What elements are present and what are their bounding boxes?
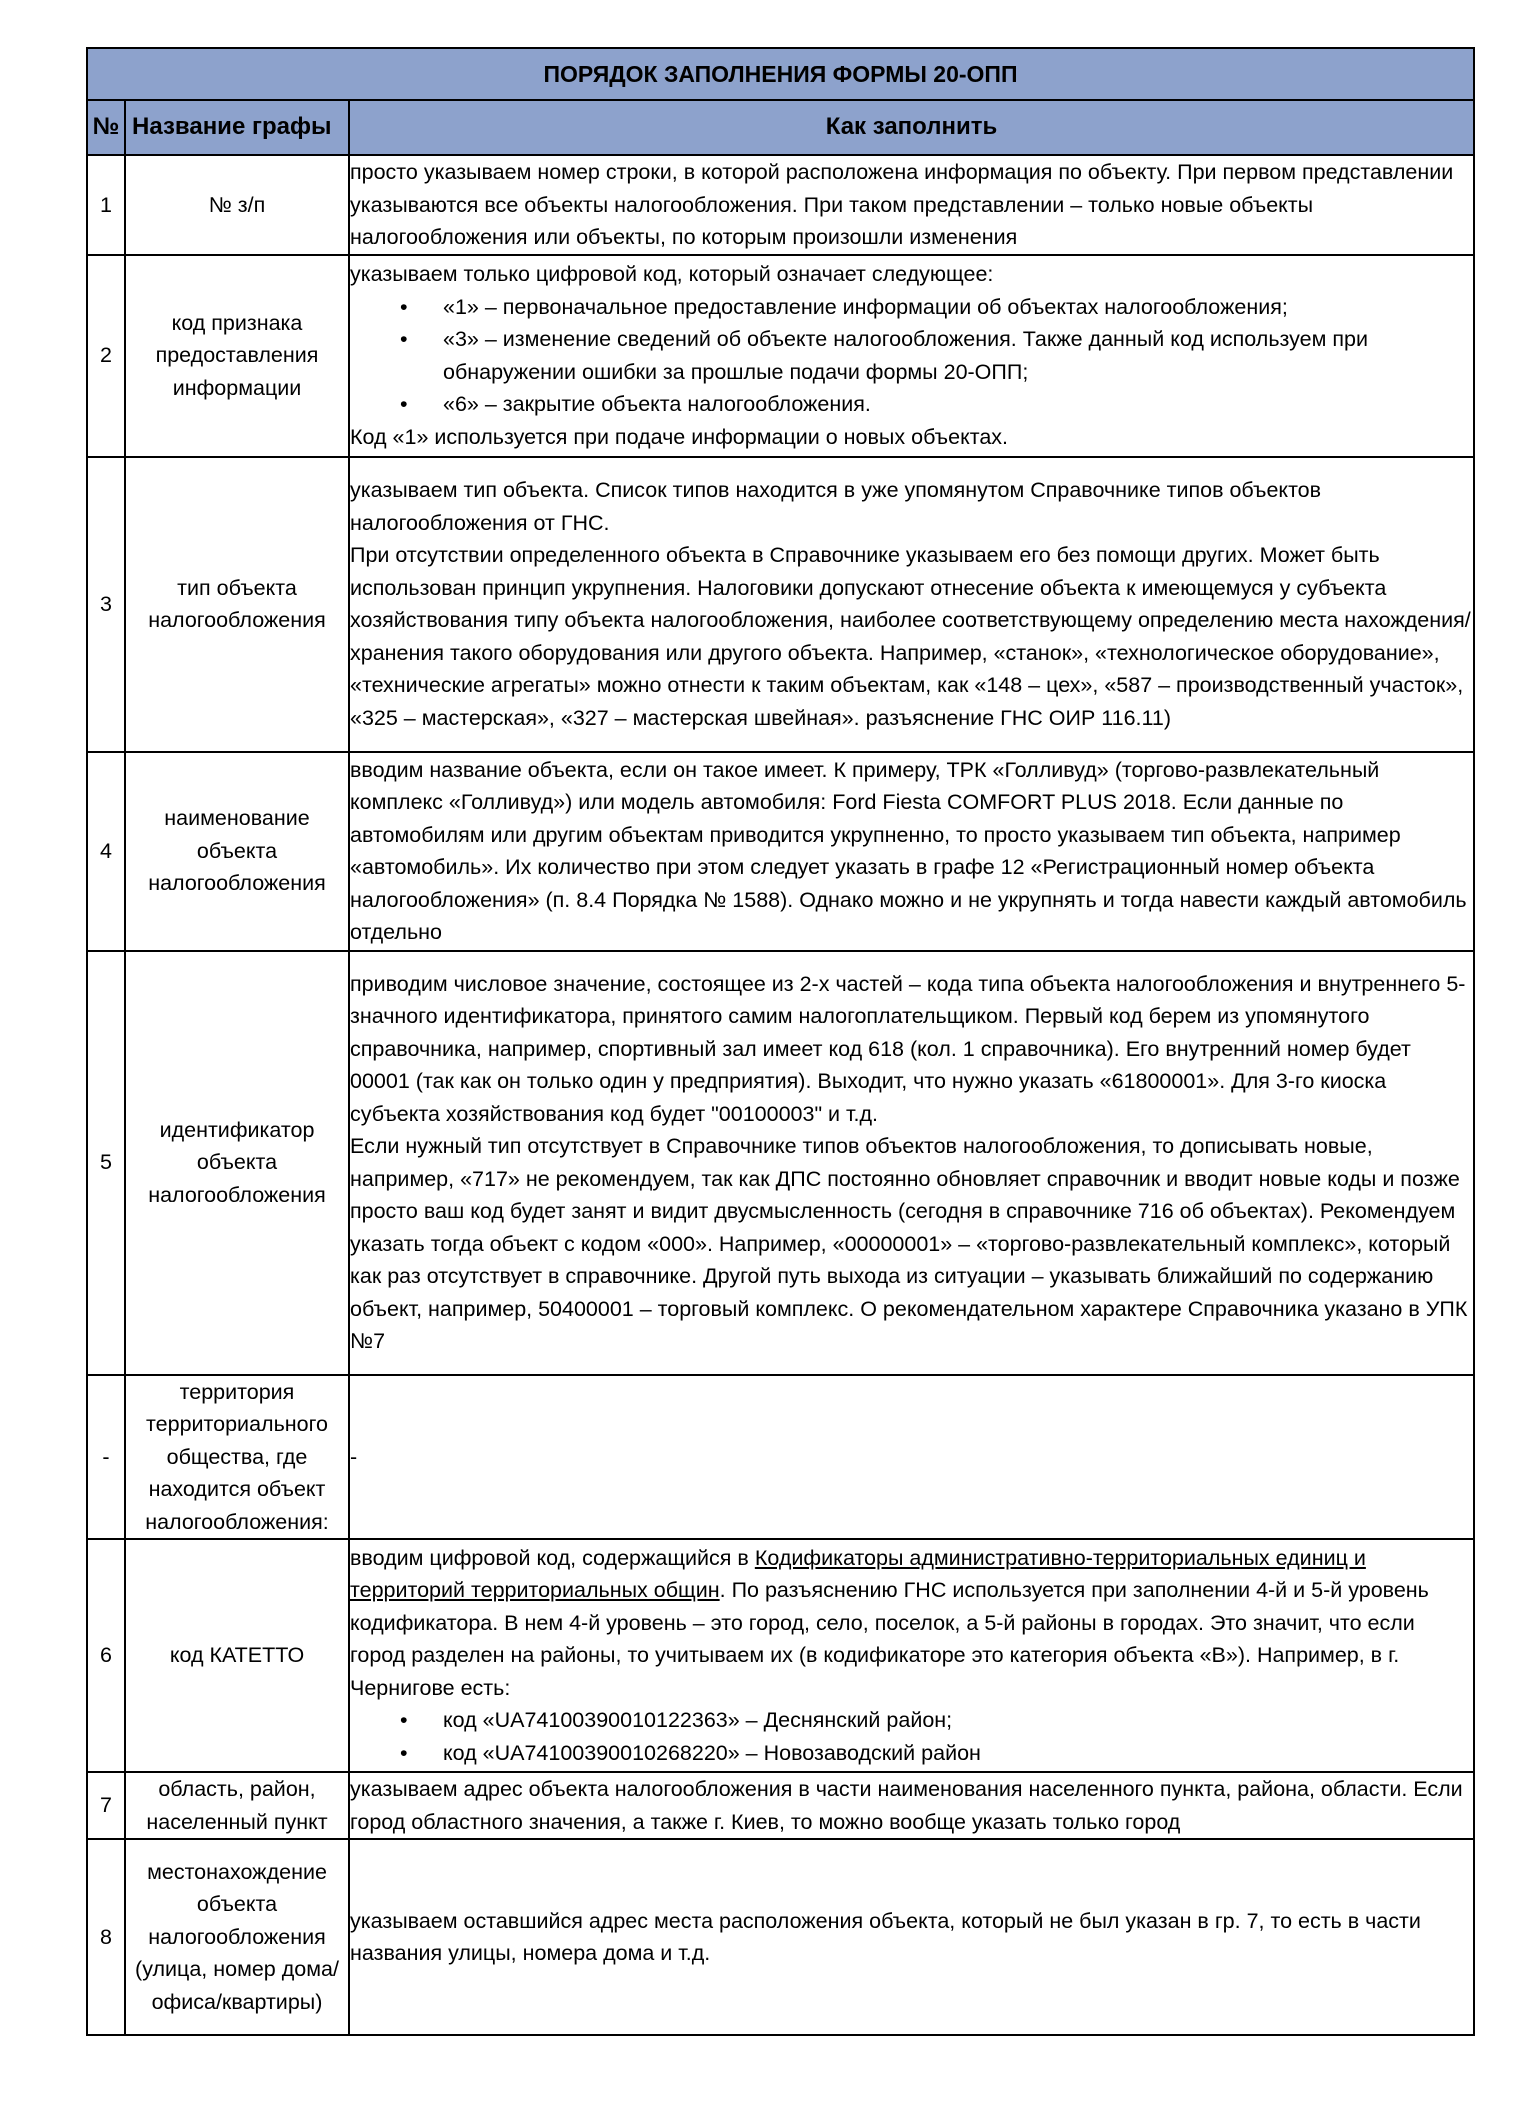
instructions-intro: указываем только цифровой код, который означает следующее:: [350, 262, 994, 286]
field-name: территория территориального общества, где находится объект налогообложения:: [125, 1375, 349, 1540]
row-number: 3: [87, 457, 125, 752]
field-instructions: [349, 1539, 1474, 1772]
bullet-icon: •: [400, 1708, 408, 1733]
codifier-link[interactable]: Кодификаторы административно-территориальных единиц и территорий территориальных общин: [350, 1545, 1366, 1603]
header-row: [87, 100, 1474, 155]
row-number: 2: [87, 255, 125, 457]
paragraph: При отсутствии определенного объекта в Справочнике указываем его без помощи других. Может быть использован принцип укрупнения. Налоговики допускают отнесение объекта к имеющемуся у субъекта хозяйствования типу объекта налогообложения, наиболее соответствующему определению места нахождения/хранения такого оборудования или другого объекта. Например, «станок», «технологическое оборудование», «технические агрегаты» можно отнести к таким объектам, как «148 – цех», «587 – производственный участок», «325 – мастерская», «327 – мастерская швейная». разъяснение ГНС ОИР 116.11): [350, 543, 1471, 730]
row-number: 5: [87, 951, 125, 1375]
code-list: [350, 291, 1473, 421]
table-row: [87, 1375, 1474, 1540]
bullet-icon: •: [400, 392, 408, 416]
header-field-name: Название графы: [125, 100, 349, 155]
row-number: 4: [87, 752, 125, 951]
paragraph: вводим цифровой код, содержащийся в Кодификаторы административно-территориальных единиц и территорий территориальных общин. По разъяснению ГНС используется при заполнении 4-й и 5-й уровень кодификатора. В нем 4-й уровень – это город, село, поселок, а 5-й районы в городах. Это значит, что если город разделен на районы, то учитываем их (в кодификаторе это категория объекта «В»). Например, в г. Чернигове есть:: [350, 1545, 1429, 1700]
table-row: [87, 951, 1474, 1375]
field-instructions: [349, 951, 1474, 1375]
instructions-table: [86, 47, 1475, 2036]
field-name: код КАТЕТТО: [125, 1539, 349, 1772]
field-instructions: [349, 457, 1474, 752]
table-title: ПОРЯДОК ЗАПОЛНЕНИЯ ФОРМЫ 20-ОПП: [87, 48, 1474, 100]
list-item: • «6» – закрытие объекта налогообложения.: [350, 388, 1473, 421]
field-name: № з/п: [125, 155, 349, 255]
row-number: 1: [87, 155, 125, 255]
field-instructions: -: [349, 1375, 1474, 1540]
field-instructions: указываем оставшийся адрес места расположения объекта, который не был указан в гр. 7, то есть в части названия улицы, номера дома и т.д.: [349, 1839, 1474, 2035]
row-number: 8: [87, 1839, 125, 2035]
table-row: [87, 457, 1474, 752]
header-how-to-fill: Как заполнить: [349, 100, 1474, 155]
field-name: идентификатор объекта налогообложения: [125, 951, 349, 1375]
field-name: наименование объекта налогообложения: [125, 752, 349, 951]
table-row: [87, 1772, 1474, 1839]
list-item: • «1» – первоначальное предоставление информации об объектах налогообложения;: [350, 291, 1473, 324]
field-name: код признака предоставления информации: [125, 255, 349, 457]
table-row: [87, 155, 1474, 255]
bullet-icon: •: [400, 1740, 408, 1765]
paragraph: приводим числовое значение, состоящее из 2-х частей – кода типа объекта налогообложения и внутреннего 5-значного идентификатора, принятого самим налогоплательщиком. Первый код берем из упомянутого справочника, например, спортивный зал имеет код 618 (кол. 1 справочника). Его внутренний номер будет 00001 (так как он только один у предприятия). Выходит, что нужно указать «61800001». Для 3-го киоска субъекта хозяйствования код будет "00100003" и т.д.: [350, 971, 1466, 1126]
field-name: область, район, населенный пункт: [125, 1772, 349, 1839]
field-instructions: указываем адрес объекта налогообложения в части наименования населенного пункта, района, области. Если город областного значения, а также г. Киев, то можно вообще указать только город: [349, 1772, 1474, 1839]
title-row: [87, 48, 1474, 100]
table-row: [87, 1839, 1474, 2035]
table-row: [87, 752, 1474, 951]
bullet-icon: •: [400, 327, 408, 351]
field-instructions: [349, 255, 1474, 457]
bullet-icon: •: [400, 294, 408, 319]
field-name: тип объекта налогообложения: [125, 457, 349, 752]
row-number: -: [87, 1375, 125, 1540]
instructions-note: Код «1» используется при подаче информации о новых объектах.: [350, 424, 1008, 449]
table-row: [87, 255, 1474, 457]
list-item: • код «UA74100390010268220» – Новозаводский район: [350, 1737, 1473, 1770]
field-instructions: просто указываем номер строки, в которой расположена информация по объекту. При первом представлении указываются все объекты налогообложения. При таком представлении – только новые объекты налогообложения или объекты, по которым произошли изменения: [349, 155, 1474, 255]
field-instructions: вводим название объекта, если он такое имеет. К примеру, ТРК «Голливуд» (торгово-развлекательный комплекс «Голливуд») или модель автомобиля: Ford Fiesta COMFORT PLUS 2018. Если данные по автомобилям или другим объектам приводится укрупненно, то просто указываем тип объекта, например «автомобиль». Их количество при этом следует указать в графе 12 «Регистрационный номер объекта налогообложения» (п. 8.4 Порядка № 1588). Однако можно и не укрупнять и тогда навести каждый автомобиль отдельно: [349, 752, 1474, 951]
list-item: • код «UA74100390010122363» – Деснянский район;: [350, 1704, 1473, 1737]
list-item: • «3» – изменение сведений об объекте налогообложения. Также данный код используем при обнаружении ошибки за прошлые подачи формы 20-ОПП;: [350, 323, 1473, 388]
field-name: местонахождение объекта налогообложения (улица, номер дома/офиса/квартиры): [125, 1839, 349, 2035]
paragraph: Если нужный тип отсутствует в Справочнике типов объектов налогообложения, то дописывать новые, например, «717» не рекомендуем, так как ДПС постоянно обновляет справочник и вводит новые коды и позже просто ваш код будет занят и видит двусмысленность (сегодня в справочнике 716 об объектах). Рекомендуем указать тогда объект с кодом «000». Например, «00000001» – «торгово-развлекательный комплекс», который как раз отсутствует в справочнике. Другой путь выхода из ситуации – указывать ближайший по содержанию объект, например, 50400001 – торговый комплекс. О рекомендательном характере Справочника указано в УПК №7: [350, 1134, 1468, 1353]
code-list: [350, 1704, 1473, 1769]
table-row: [87, 1539, 1474, 1772]
row-number: 7: [87, 1772, 125, 1839]
row-number: 6: [87, 1539, 125, 1772]
paragraph: указываем тип объекта. Список типов находится в уже упомянутом Справочнике типов объектов налогообложения от ГНС.: [350, 478, 1322, 535]
header-number: №: [87, 100, 125, 155]
